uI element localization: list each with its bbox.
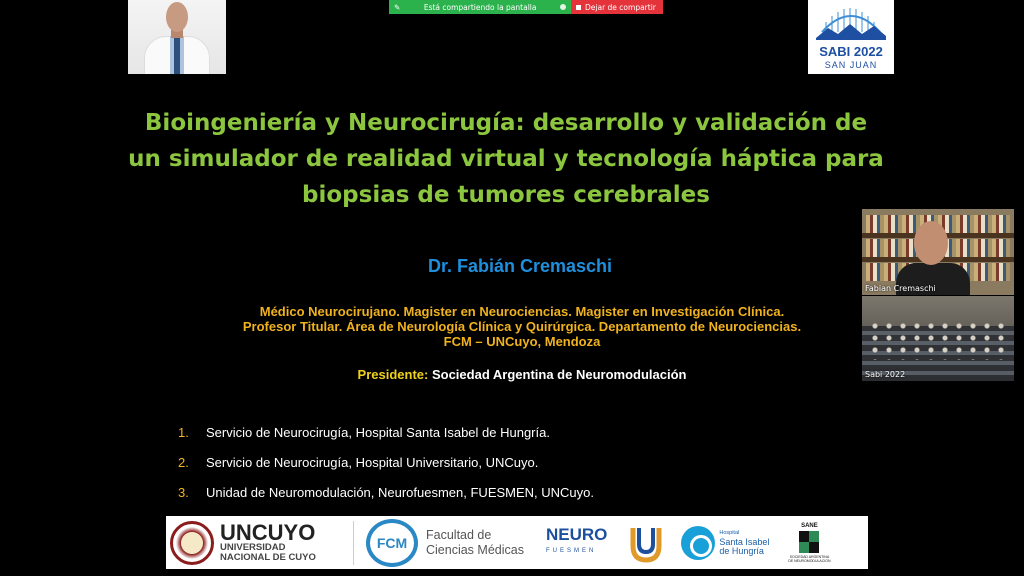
participant-name: Sabi 2022 bbox=[865, 370, 906, 379]
hospital-santa-isabel-logo bbox=[681, 526, 769, 560]
list-item bbox=[178, 425, 594, 455]
slide-title bbox=[128, 105, 884, 213]
sharing-status-text: Está compartiendo la pantalla bbox=[423, 2, 537, 12]
hsi-line: de Hungría bbox=[719, 546, 764, 556]
shield-icon bbox=[560, 4, 566, 10]
list-item bbox=[178, 455, 594, 485]
participant-video-tile[interactable] bbox=[862, 209, 1014, 295]
participant-name: Fabian Cremaschi bbox=[865, 284, 936, 293]
list-item bbox=[178, 485, 594, 515]
list-item-text: Unidad de Neuromodulación, Neurofuesmen, FUESMEN, UNCuyo. bbox=[206, 485, 595, 500]
neuro-mark: NEURO bbox=[545, 524, 608, 544]
list-item-number: 1. bbox=[178, 425, 189, 440]
president-line bbox=[180, 367, 864, 382]
fcm-logo bbox=[366, 519, 524, 567]
sane-mark: SANE bbox=[801, 522, 818, 529]
hsi-line: Santa Isabel bbox=[719, 537, 770, 547]
uncuyo-name: UNCUYO bbox=[220, 519, 316, 545]
president-value: Sociedad Argentina de Neuromodulación bbox=[431, 367, 687, 382]
list-item-text: Servicio de Neurocirugía, Hospital Universitario, UNCuyo. bbox=[206, 455, 539, 470]
sharing-status bbox=[389, 0, 571, 14]
share-icon: ✎ bbox=[394, 2, 401, 12]
affiliations-list bbox=[178, 425, 594, 515]
participant-video-tile[interactable] bbox=[862, 296, 1014, 381]
sane-tag: SOCIEDAD ARGENTINA DE NEUROMODULACION bbox=[788, 554, 831, 563]
author-credentials bbox=[180, 304, 864, 349]
sabi-logo-subtitle: SAN JUAN bbox=[824, 60, 878, 70]
fcm-mark: FCM bbox=[366, 519, 418, 567]
credential-line: Profesor Titular. Área de Neurología Clínica y Quirúrgica. Departamento de Neurociencias. bbox=[242, 319, 802, 334]
sane-logo bbox=[787, 523, 831, 563]
stop-icon bbox=[576, 5, 581, 10]
list-item-number: 2. bbox=[178, 455, 189, 470]
hospital-logo-icon bbox=[681, 526, 715, 560]
uncuyo-sub: NACIONAL DE CUYO bbox=[220, 551, 316, 563]
sabi-logo-art-icon bbox=[816, 4, 886, 40]
title-line: un simulador de realidad virtual y tecnología háptica para bbox=[128, 146, 884, 172]
title-line: biopsias de tumores cerebrales bbox=[302, 182, 710, 208]
list-item-text: Servicio de Neurocirugía, Hospital Santa Isabel de Hungría. bbox=[206, 425, 550, 440]
audience bbox=[868, 320, 1008, 360]
sponsor-logos-strip bbox=[166, 516, 868, 569]
neuro-sub: FUESMEN bbox=[545, 547, 597, 554]
list-item-number: 3. bbox=[178, 485, 189, 500]
uncuyo-logo bbox=[166, 521, 354, 565]
credential-line: Médico Neurocirujano. Magister en Neurociencias. Magister en Investigación Clínica. bbox=[259, 304, 785, 319]
stop-sharing-button[interactable] bbox=[571, 0, 663, 14]
uncuyo-sub: UNIVERSIDAD bbox=[220, 541, 286, 553]
neurofuesmen-logo bbox=[545, 524, 608, 559]
uncuyo-seal-icon bbox=[170, 521, 214, 565]
hsi-small: Hospital bbox=[719, 530, 740, 536]
sane-emblem-icon bbox=[799, 531, 819, 553]
credential-line: FCM – UNCuyo, Mendoza bbox=[443, 334, 601, 349]
sabi-logo-title: SABI 2022 bbox=[819, 44, 883, 59]
speaker-photo bbox=[128, 0, 226, 74]
sabi-logo bbox=[808, 0, 894, 74]
president-label: Presidente: bbox=[357, 367, 429, 382]
fcm-line: Facultad de bbox=[426, 527, 492, 542]
screen-share-bar bbox=[389, 0, 663, 14]
hospital-universitario-logo-icon bbox=[625, 522, 667, 564]
stop-sharing-label: Dejar de compartir bbox=[585, 2, 656, 12]
title-line: Bioingeniería y Neurocirugía: desarrollo y validación de bbox=[144, 110, 868, 136]
fcm-line: Ciencias Médicas bbox=[426, 542, 524, 557]
author-name: Dr. Fabián Cremaschi bbox=[427, 256, 613, 276]
